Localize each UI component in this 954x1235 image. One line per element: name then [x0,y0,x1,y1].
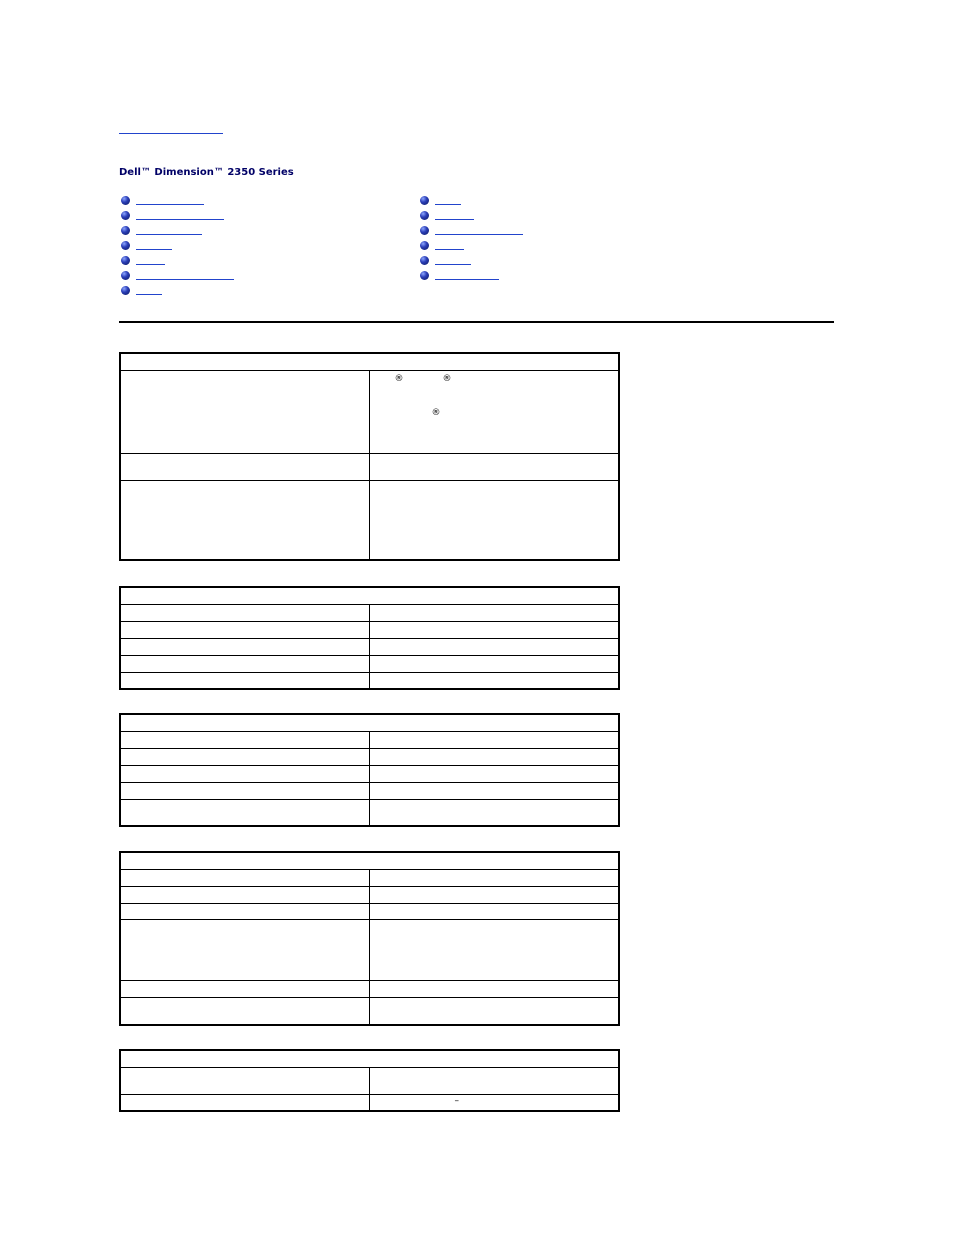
bullet-icon [420,256,429,265]
table-row [120,673,619,690]
back-to-contents-link[interactable] [119,120,223,134]
nav-item[interactable] [420,270,710,285]
table-header-row [120,353,619,371]
table-row [120,904,619,920]
bullet-icon [420,196,429,205]
nav-list-right [420,195,710,285]
registered-mark: ® [442,374,452,384]
table-row [120,783,619,800]
table-header-row [120,1050,619,1068]
nav-item[interactable] [121,210,411,225]
nav-link[interactable] [136,279,234,280]
table-row [120,766,619,783]
nav-link[interactable] [136,204,204,205]
nav-link[interactable] [435,219,474,220]
bullet-icon [420,241,429,250]
nav-item[interactable] [121,255,411,270]
spec-table-processor [119,352,620,561]
nav-item[interactable] [420,210,710,225]
bullet-icon [121,286,130,295]
nav-list-left [121,195,411,300]
nav-item[interactable] [420,225,710,240]
bullet-icon [420,211,429,220]
bullet-icon [121,211,130,220]
table-row [120,605,619,622]
spec-table-computer-information [119,713,620,827]
registered-mark: ® [394,374,404,384]
bullet-icon [420,271,429,280]
nav-link[interactable] [435,264,471,265]
nav-link[interactable] [136,234,202,235]
nav-item[interactable] [420,255,710,270]
bullet-icon [121,226,130,235]
table-row [120,887,619,904]
table-header-row [120,852,619,870]
bullet-icon [420,226,429,235]
nav-link[interactable] [136,249,172,250]
table-row [120,981,619,998]
spec-table-video [119,851,620,1026]
bullet-icon [121,241,130,250]
table-row [120,1095,619,1112]
bullet-icon [121,196,130,205]
nav-item[interactable] [420,240,710,255]
bullet-icon [121,271,130,280]
section-divider [119,321,834,323]
registered-mark: ® [431,408,441,418]
nav-link[interactable] [136,219,224,220]
nav-item[interactable] [121,195,411,210]
nav-link[interactable] [136,294,162,295]
spec-table-audio [119,1049,620,1112]
table-row [120,639,619,656]
nav-link[interactable] [435,279,499,280]
table-row [120,1068,619,1095]
table-row [120,732,619,749]
spec-table-memory [119,586,620,690]
table-row [120,920,619,981]
nav-link[interactable] [435,234,523,235]
nav-link[interactable] [136,264,165,265]
table-row [120,454,619,481]
table-row [120,371,619,454]
nav-item[interactable] [420,195,710,210]
table-header-row [120,714,619,732]
table-row [120,749,619,766]
table-row [120,870,619,887]
bullet-icon [121,256,130,265]
nav-item[interactable] [121,285,411,300]
nav-item[interactable] [121,270,411,285]
dash-mark: – [454,1096,459,1106]
table-header-row [120,587,619,605]
nav-item[interactable] [121,240,411,255]
table-row [120,622,619,639]
nav-link[interactable] [435,204,461,205]
nav-link[interactable] [435,249,464,250]
table-row [120,656,619,673]
table-row [120,998,619,1026]
table-row [120,481,619,561]
nav-item[interactable] [121,225,411,240]
page-title: Dell™ Dimension™ 2350 Series [119,167,294,178]
table-row [120,800,619,827]
